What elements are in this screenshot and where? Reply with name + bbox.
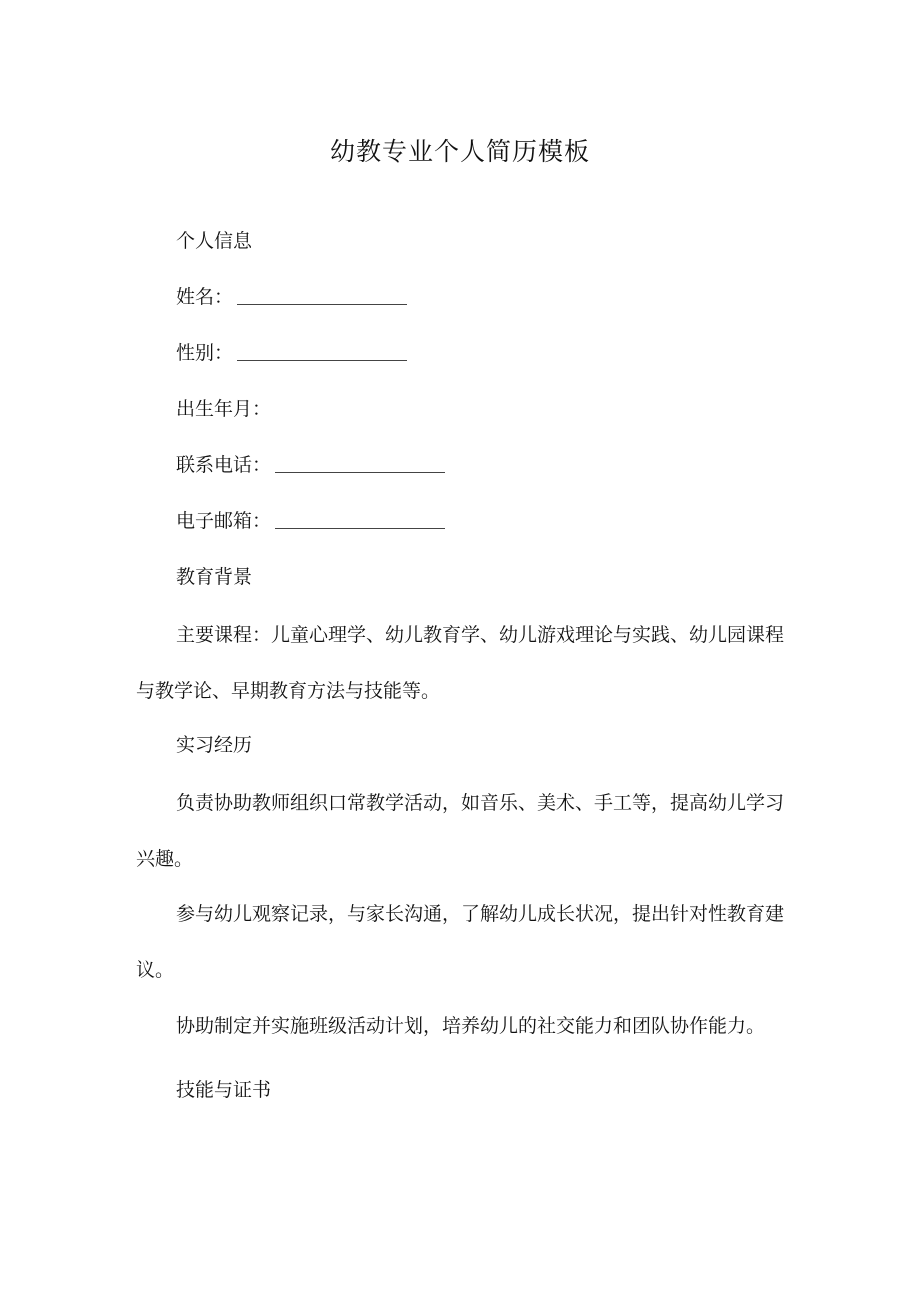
education-courses-paragraph: 主要课程：儿童心理学、幼儿教育学、幼儿游戏理论与实践、幼儿园课程与教学论、早期教育方法与技能等。 (136, 624, 785, 702)
field-phone (176, 450, 445, 480)
field-name-label: 姓名： (176, 286, 234, 308)
internship-item: 负责协助教师组织口常教学活动，如音乐、美术、手工等，提高幼儿学习兴趣。 (136, 792, 785, 870)
field-gender (176, 338, 407, 368)
field-name (176, 282, 407, 312)
field-gender-label: 性别： (176, 342, 234, 364)
field-birth (176, 394, 271, 424)
field-phone-blank (275, 454, 445, 473)
section-heading-internship: 实习经历 (176, 734, 253, 756)
section-heading-education: 教育背景 (176, 566, 253, 588)
internship-item: 参与幼儿观察记录，与家长沟通，了解幼儿成长状况，提出针对性教育建议。 (136, 903, 785, 981)
field-email (176, 506, 445, 536)
field-gender-blank (237, 342, 407, 361)
section-heading-skills: 技能与证书 (176, 1079, 272, 1101)
field-email-label: 电子邮箱： (176, 510, 272, 532)
field-phone-label: 联系电话： (176, 454, 272, 476)
field-name-blank (237, 286, 407, 305)
page-title: 幼教专业个人简历模板 (329, 137, 590, 166)
field-email-blank (275, 510, 445, 529)
internship-item: 协助制定并实施班级活动计划，培养幼儿的社交能力和团队协作能力。 (176, 1015, 766, 1037)
field-birth-label: 出生年月： (176, 398, 272, 420)
section-heading-personal-info: 个人信息 (176, 230, 253, 252)
